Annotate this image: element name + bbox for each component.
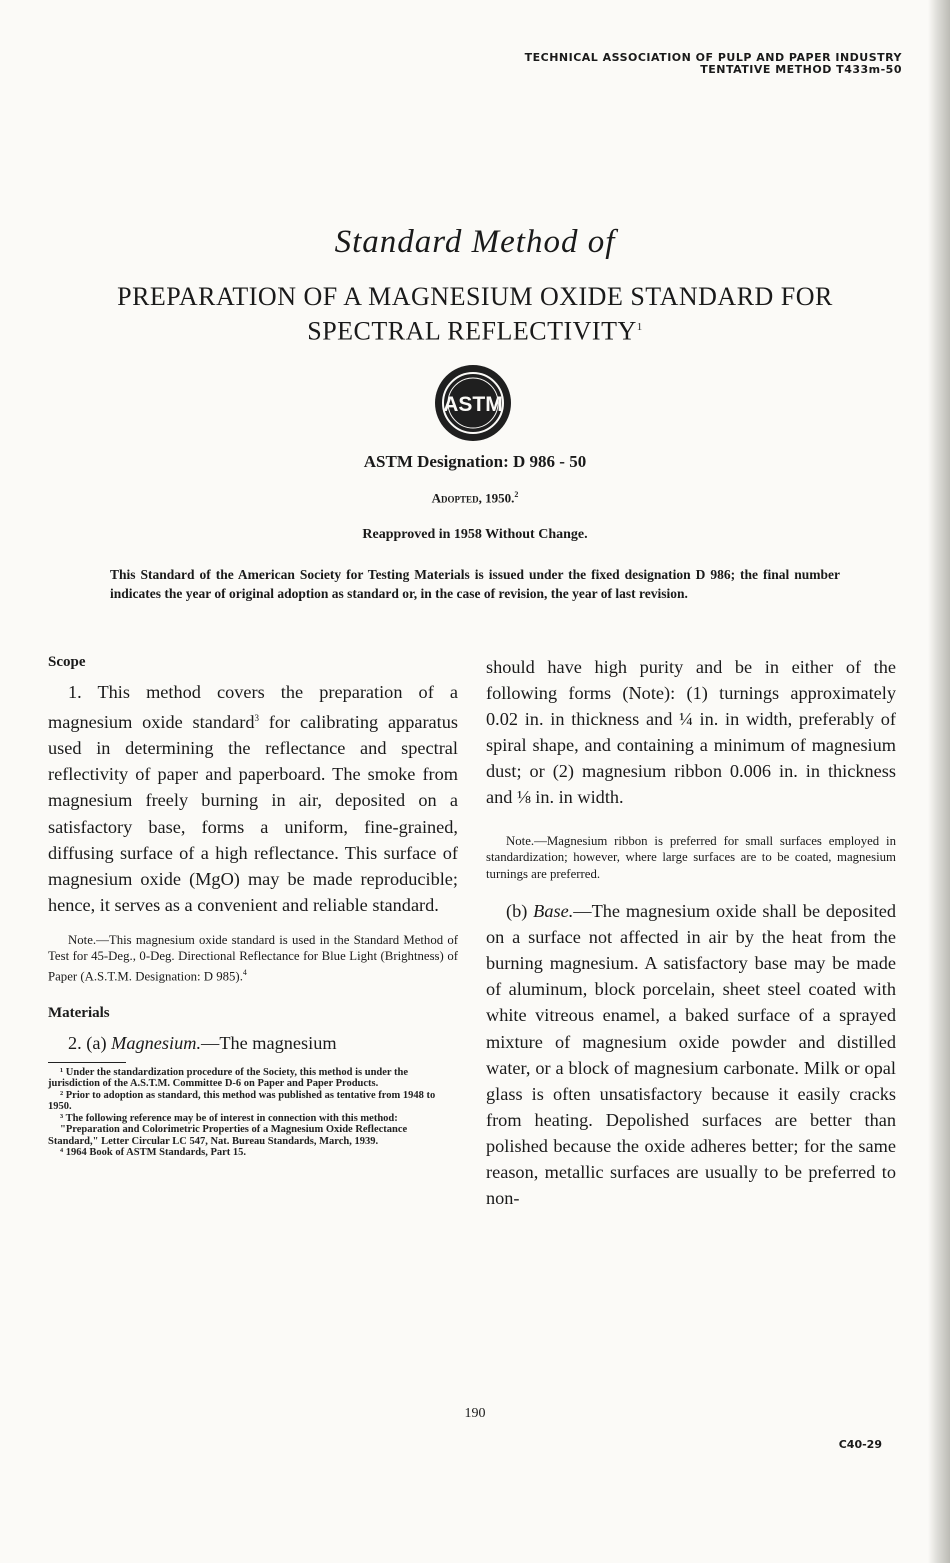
astm-logo-text: ASTM [443, 393, 503, 416]
org-line-2: TENTATIVE METHOD T433m-50 [700, 63, 902, 76]
right-column [486, 654, 896, 1211]
org-header [525, 52, 902, 76]
title-footnote-mark: 1 [636, 321, 643, 333]
left-column [48, 654, 458, 1159]
base-term: Base. [533, 901, 574, 922]
base-num: (b) [506, 901, 534, 922]
reapproved-line: Reapproved in 1958 Without Change. [362, 527, 588, 542]
main-title-line-2: SPECTRAL REFLECTIVITY [307, 316, 637, 346]
main-title-line-1: PREPARATION OF A MAGNESIUM OXIDE STANDARD FOR [117, 282, 833, 311]
magnesium-forms-paragraph: should have high purity and be in either of the following forms (Note): (1) turnings approximately 0.02 in. in thickness and ¼ in. in width, preferably of spiral shape, and containing a minimum of magnesium dust; or (2) magnesium ribbon 0.006 in. in thickness and ⅛ in. in width. [486, 657, 896, 808]
page-code: C40-29 [838, 1438, 882, 1451]
adopted-text: Adopted, 1950. [431, 490, 515, 506]
scope-footnote-mark: 3 [254, 713, 259, 724]
adopted-footnote-mark: 2 [514, 490, 519, 499]
footnote-rule [48, 1062, 126, 1063]
adopted-line [0, 490, 950, 506]
materials-rest: —The magnesium [201, 1032, 337, 1053]
footnote-3-reference: "Preparation and Colorimetric Properties of a Magnesium Oxide Reflectance Standard," Letter Circular LC 547, Nat. Bureau Standards, March, 1939. [48, 1124, 408, 1147]
footnote-4: ⁴ 1964 Book of ASTM Standards, Part 15. [60, 1147, 247, 1159]
materials-paragraph [48, 1030, 458, 1056]
main-title-line-2-wrap [40, 312, 910, 347]
magnesium-note: Note.—Magnesium ribbon is preferred for small surfaces employed in standardization; however, where large surfaces are to be coated, magnesium turnings are preferred. [486, 833, 896, 881]
scope-paragraph [48, 679, 458, 918]
astm-designation: ASTM Designation: D 986 - 50 [363, 452, 587, 471]
footnote-3: ³ The following reference may be of interest in connection with this method: [60, 1112, 398, 1124]
astm-logo [433, 363, 513, 443]
scope-heading: Scope [48, 654, 86, 670]
base-paragraph [486, 898, 896, 1211]
footnote-1: ¹ Under the standardization procedure of the Society, this method is under the jurisdiction of the A.S.T.M. Committee D-6 on Paper and Paper Products. [48, 1066, 409, 1090]
footnote-2: ² Prior to adoption as standard, this method was published as tentative from 1948 to 1950. [48, 1089, 436, 1113]
scope-note-text: Note.—This magnesium oxide standard is used in the Standard Method of Test for 45-Deg., 0-Deg. Directional Reflectance for Blue Light (Brightness) of Paper (A.S.T.M. Designation: D 985). [48, 932, 458, 984]
scope-text-a: 1. This method covers the preparation of a magnesium oxide standard [48, 682, 458, 733]
main-title [40, 282, 910, 347]
scope-note-mark: 4 [242, 967, 247, 977]
scope-text-b: for calibrating apparatus used in determining the reflectance and spectral reflectivity of paper and paperboard. The smoke from magnesium freely burning in air, deposited on a satisfactory base, forms a uniform, fine-grained, diffusing surface of a high reflectance. This surface of magnesium oxide (MgO) may be made reproducible; hence, it serves as a convenient and reliable standard. [48, 712, 458, 915]
title-standard-method: Standard Method of [334, 224, 616, 260]
base-rest: —The magnesium oxide shall be deposited on a surface not affected in air by the heat from the burning magnesium. A satisfactory base may be made of aluminum, block porcelain, sheet steel coated with white vitreous enamel, a baked surface of a sprayed mixture of magnesium oxide powder and distilled water, or a block of magnesium carbonate. Milk or opal glass is often unsatisfactory because it easily cracks from heating. Depolished surfaces are better than polished because the oxide adheres better; for the same reason, metallic surfaces are usually to be preferred to non- [486, 901, 896, 1209]
materials-term: Magnesium. [111, 1032, 202, 1053]
materials-heading: Materials [48, 1004, 110, 1021]
page-number: 190 [464, 1406, 486, 1421]
intro-statement: This Standard of the American Society for Testing Materials is issued under the fixed designation D 986; the final number indicates the year of original adoption as standard or, in the case of revision, the year of last revision. [110, 567, 840, 601]
scope-note [48, 932, 458, 985]
org-line-1: TECHNICAL ASSOCIATION OF PULP AND PAPER INDUSTRY [524, 51, 902, 64]
materials-num: 2. (a) [68, 1032, 112, 1053]
